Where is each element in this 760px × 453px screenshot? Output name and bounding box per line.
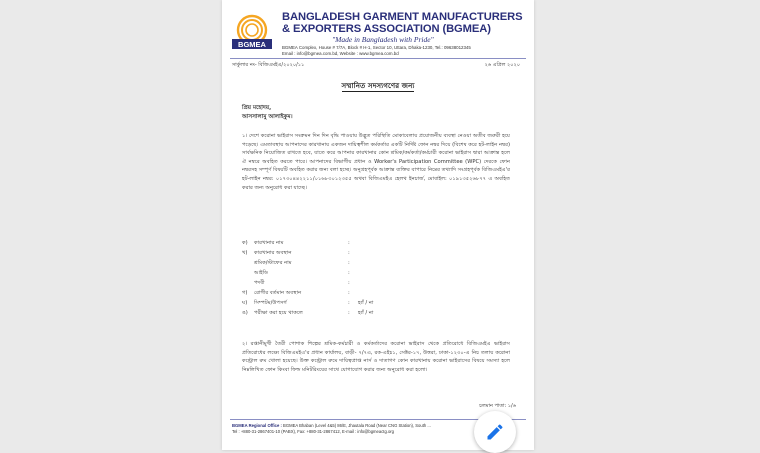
address-line-2: Email : info@bgmea.com.bd, Website : www.bgmea.com.bd	[282, 50, 399, 56]
form-row-label: সিম্পটম/উপসর্গ	[254, 300, 287, 306]
form-row-label: কারখানার অবস্থান	[254, 250, 292, 256]
footer-contact: Tel : +880-31-2867401-10 (PABX), Fax: +880-31-2867412, E-mail : info@bgmeactg.org	[232, 428, 394, 434]
title-line-2: & EXPORTERS ASSOCIATION (BGMEA)	[282, 23, 491, 35]
form-row	[242, 290, 422, 300]
paragraph-2: ২। রপ্তানীমুখী তৈরী পোশাক শিল্পের শ্রমিক-কর্মচারী ও কর্মকর্তাদের করোনা ভাইরাস থেকে প্রতিরোধে বিজিএমইএ ভাইরাস প্রতিরোধের লক্ষ্যে বিজিএমইএ'র প্রধান কার্যালয়, বাড়ী- ৭/৭এ, রক-এইচ১, সেক্টর-১৭, উত্তরা, ঢাকা-১২৩০-এ নিচ তলায় করোনা কন্ট্রোল রুম খোলা হয়েছে। উক্ত কন্ট্রোল রুমে দায়িত্বপ্রাপ্ত নার্স ও দাতাগণ কোন কারখানায় করোনা ভাইরাসের বিষয়ে সমস্যা হলে নিম্নলিখিত ফোন কিংবা ফিল্ড মনিটরিংয়ের সাথে যোগাযোগ করার জন্য অনুরোধ করা হলো।	[242, 341, 510, 373]
association-title	[282, 11, 532, 35]
continued-page-note: চলমান পাতা: ১/৬	[479, 403, 516, 409]
form-row-colon: :	[348, 300, 350, 306]
salutation-line-2: আসসালামু আলাইকুম।	[242, 114, 293, 120]
info-form	[242, 240, 422, 320]
circular-number: সার্কুলার নং- বিজিএমইএ/২০২০/১১	[232, 62, 305, 68]
address-line-1: BGMEA Complex, House # 7/7A, Block # H-1, Sector 10, Uttara, Dhaka-1230, Tel.: 09638012345	[282, 45, 471, 50]
footer-address: BGMEA Bhaban (Level 4&5) 86/E, Jhautala Road (Near CNG Station), South ...	[283, 423, 431, 428]
logo-text: BGMEA	[238, 40, 266, 49]
edit-button[interactable]	[474, 411, 516, 453]
slogan: "Made in Bangladesh with Pride"	[332, 35, 434, 44]
form-row-key: ক)	[242, 240, 248, 246]
form-row	[242, 240, 422, 250]
circular-date: ২৬ এপ্রিল ২০২০	[484, 62, 520, 68]
form-row	[242, 310, 422, 320]
form-row	[242, 250, 422, 260]
form-row-key: গ)	[242, 290, 248, 296]
form-row-key: খ)	[242, 250, 248, 256]
form-row-label: কারখানার নাম	[254, 240, 284, 246]
form-row-value: হ্যাঁ / না	[358, 310, 374, 316]
form-row-key: ঙ)	[242, 310, 248, 316]
form-row-colon: :	[348, 310, 350, 316]
document-page	[222, 0, 534, 450]
paragraph-1: ১। দেশে করোনা ভাইরাস সংক্রমন দিন দিন বৃদ্ধি পাওয়ায় উদ্ভূত পরিস্থিতি মোকাবেলায় প্রয়োজনীয় ব্যবস্থা নেওয়া অতীব জরুরী হয়ে পড়েছে। এমতাবস্থায় আপনাদের কারখানায় একজন দায়িত্বশীল কর্মকর্তার একটি নির্দিষ্ট ফোন নম্বর দিয়ে (বিশেষ করে হট-লাইন নম্বর) সার্বক্ষনিক নিয়োজিত রাখতে হবে, যাতে করে আপনার কারখানার কোন শ্রমিক/কর্মকর্তা/কর্মচারী করোনা ভাইরাস দ্বারা আক্রান্ত হলে ঐ নম্বরে অবহিত করতে পারে। আপনাদের বিভাগীয় প্রধান ও Worker's Participation Committee (WPC) দেরকে ফোন নম্বরসহ সম্পূর্ণ বিষয়টি অবহিত করার জন্য বলা হচ্ছে। অনুগ্রহপূর্বক আক্রান্ত ব্যক্তির বাপারে নিম্নের তথ্যাদি সংগ্রহপূর্বক বিজিএমইএ'র হট-লাইন নম্বর: ০১৭৩০৪৪২২১১/০১৬৮৩০১২৩৫৫ অথবা বিজিএমইএ হেলথ ইনচার্জ, মোবাইল: ০১৯১৩৫২৬৮৭৭ এ অবহিত করার জন্য অনুরোধ করা যাচ্ছে।	[242, 133, 510, 191]
form-row-colon: :	[348, 280, 350, 286]
form-row-label: রোগীর বর্তমান অবস্থান	[254, 290, 302, 296]
title-line-1: BANGLADESH GARMENT MANUFACTURERS	[282, 11, 523, 23]
footer-label: BGMEA Regional Office :	[232, 423, 282, 428]
pencil-icon	[485, 422, 505, 442]
form-row	[242, 280, 422, 290]
form-row-label: আইডি	[254, 270, 269, 276]
form-row-label: পরীক্ষা করা হয়ে থাকলে	[254, 310, 303, 316]
salutation-line-1: প্রিয় মহোদয়,	[242, 105, 272, 111]
salutation	[242, 104, 293, 122]
form-row	[242, 260, 422, 270]
form-row-value: হ্যাঁ / না	[358, 300, 374, 306]
form-row-colon: :	[348, 240, 350, 246]
form-row-colon: :	[348, 260, 350, 266]
form-row-label: শ্রমিক/স্টাফের নাম	[254, 260, 292, 266]
subject-heading	[222, 81, 534, 93]
subject-text: সম্মানিত সদস্যগণের জন্য	[341, 81, 415, 90]
reference-row	[232, 62, 524, 70]
letterhead-address	[282, 45, 532, 56]
bgmea-logo	[232, 14, 274, 50]
form-row	[242, 300, 422, 310]
form-row-colon: :	[348, 290, 350, 296]
form-row	[242, 270, 422, 280]
form-row-label: পদবী	[254, 280, 265, 286]
form-row-key: ঘ)	[242, 300, 248, 306]
letterhead-divider	[230, 58, 526, 59]
form-row-colon: :	[348, 270, 350, 276]
form-row-colon: :	[348, 250, 350, 256]
